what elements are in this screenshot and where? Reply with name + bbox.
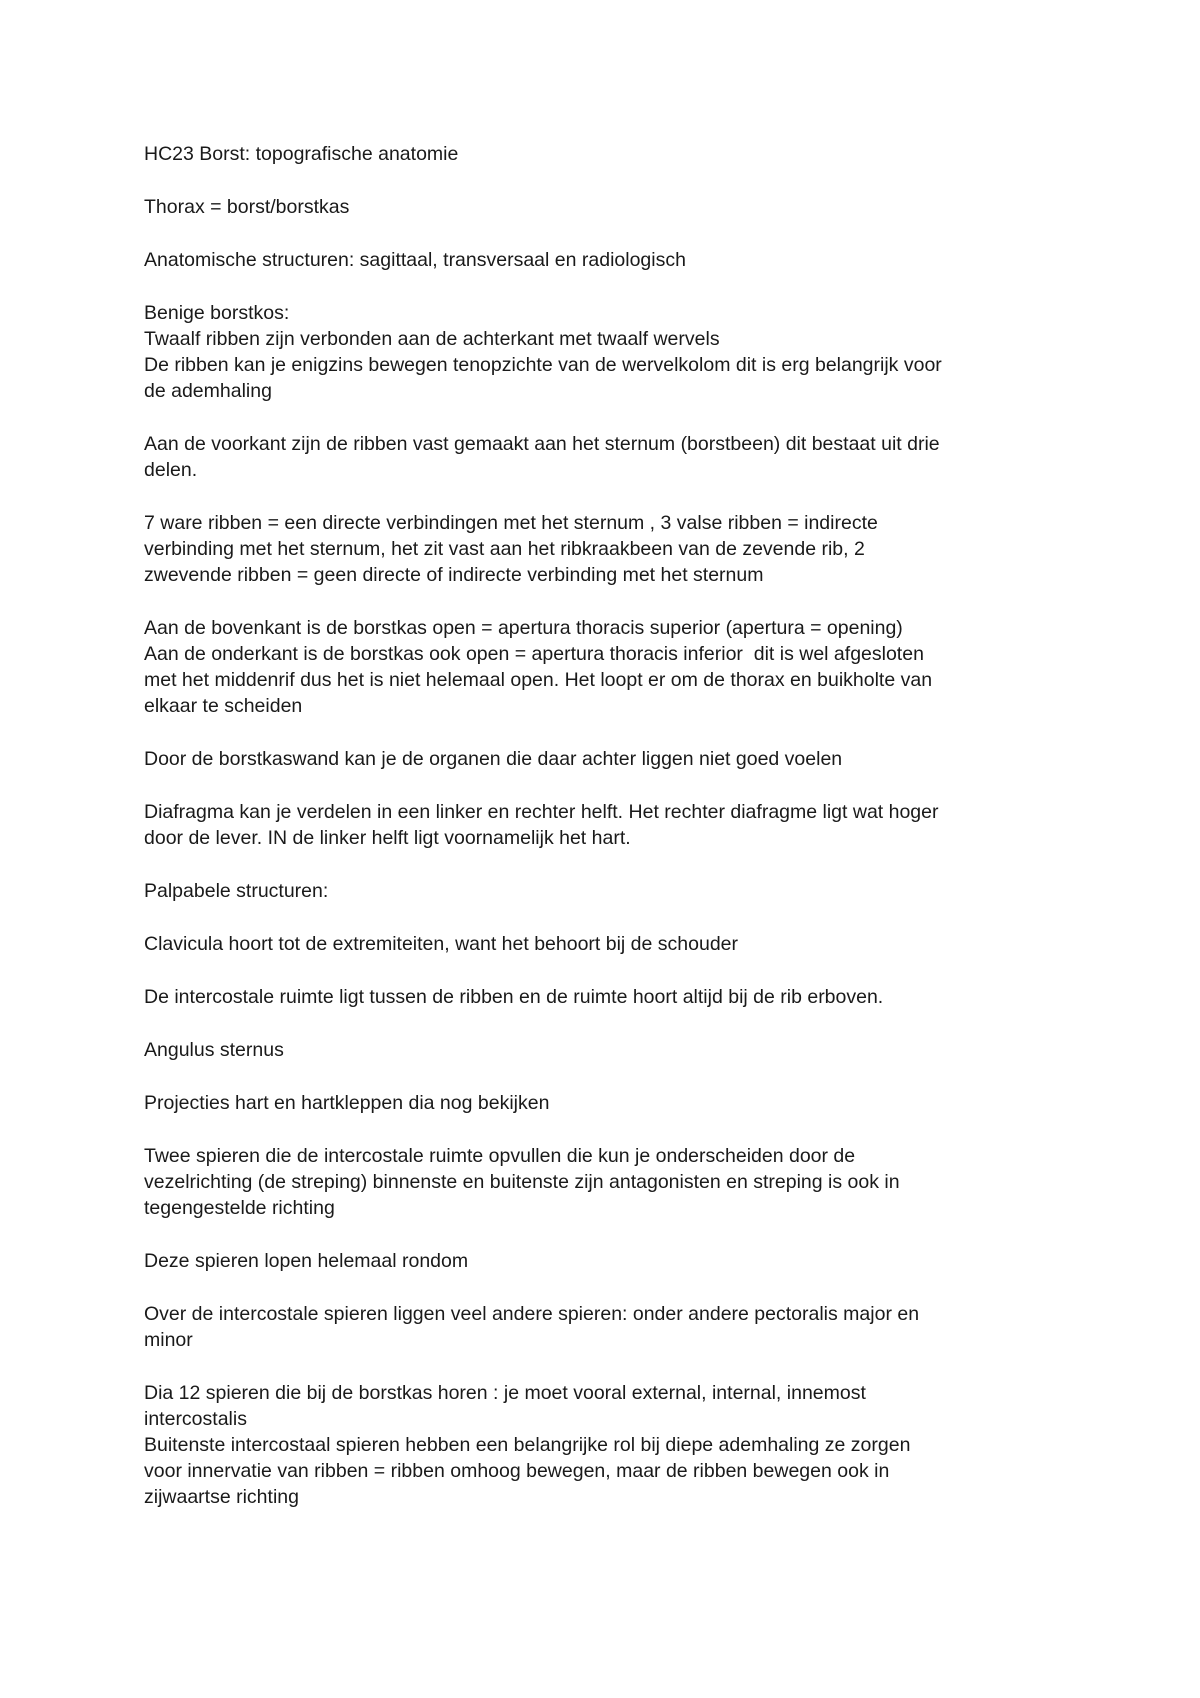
paragraph [144,1301,1064,1353]
paragraph [144,746,1064,772]
text-line: de ademhaling [144,380,272,402]
text-line: Buitenste intercostaal spieren hebben een belangrijke rol bij diepe ademhaling ze zorgen [144,1434,911,1456]
text-line: Aan de bovenkant is de borstkas open = apertura thoracis superior (apertura = opening) [144,617,903,639]
text-line: Door de borstkaswand kan je de organen die daar achter liggen niet goed voelen [144,748,843,770]
text-line: tegengestelde richting [144,1197,335,1219]
text-line: zwevende ribben = geen directe of indirecte verbinding met het sternum [144,564,764,586]
text-line: De intercostale ruimte ligt tussen de ribben en de ruimte hoort altijd bij de rib erboven. [144,986,884,1008]
text-line: verbinding met het sternum, het zit vast aan het ribkraakbeen van de zevende rib, 2 [144,538,865,560]
text-line: Thorax = borst/borstkas [144,196,350,218]
text-line: Clavicula hoort tot de extremiteiten, want het behoort bij de schouder [144,933,739,955]
paragraph [144,1037,1064,1063]
text-line: zijwaartse richting [144,1486,299,1508]
text-line: elkaar te scheiden [144,695,303,717]
text-line: Diafragma kan je verdelen in een linker en rechter helft. Het rechter diafragme ligt wat hoger [144,801,939,823]
text-line: Dia 12 spieren die bij de borstkas horen : je moet vooral external, internal, innemost [144,1382,866,1404]
paragraph [144,194,1064,220]
text-line: Palpabele structuren: [144,880,329,902]
text-line: Deze spieren lopen helemaal rondom [144,1250,469,1272]
text-line: Angulus sternus [144,1039,284,1061]
text-line: Twaalf ribben zijn verbonden aan de achterkant met twaalf wervels [144,328,720,350]
text-line: door de lever. IN de linker helft ligt voornamelijk het hart. [144,827,631,849]
paragraph [144,1143,1064,1221]
text-line: delen. [144,459,198,481]
paragraph [144,300,1064,404]
text-line: met het middenrif dus het is niet helemaal open. Het loopt er om de thorax en buikholte van [144,669,933,691]
text-line: Aan de onderkant is de borstkas ook open = apertura thoracis inferior dit is wel afgesloten [144,643,924,665]
document-title-paragraph [144,141,1064,167]
paragraph [144,615,1064,719]
text-line: Aan de voorkant zijn de ribben vast gemaakt aan het sternum (borstbeen) dit bestaat uit drie [144,433,940,455]
text-line: voor innervatie van ribben = ribben omhoog bewegen, maar de ribben bewegen ook in [144,1460,890,1482]
paragraph [144,984,1064,1010]
document-body [144,141,1064,1537]
text-line: Benige borstkos: [144,302,290,324]
paragraph [144,931,1064,957]
text-line: 7 ware ribben = een directe verbindingen met het sternum , 3 valse ribben = indirecte [144,512,878,534]
text-line: Anatomische structuren: sagittaal, transversaal en radiologisch [144,249,686,271]
text-line: vezelrichting (de streping) binnenste en buitenste zijn antagonisten en streping is ook in [144,1171,900,1193]
text-line: Twee spieren die de intercostale ruimte opvullen die kun je onderscheiden door de [144,1145,856,1167]
paragraph [144,1380,1064,1510]
paragraph [144,1248,1064,1274]
paragraph [144,431,1064,483]
paragraph [144,878,1064,904]
paragraph [144,1090,1064,1116]
paragraph [144,799,1064,851]
text-line: Over de intercostale spieren liggen veel andere spieren: onder andere pectoralis major en [144,1303,920,1325]
paragraph [144,510,1064,588]
document-title: HC23 Borst: topografische anatomie [144,143,459,165]
paragraph [144,247,1064,273]
text-line: minor [144,1329,193,1351]
text-line: intercostalis [144,1408,247,1430]
text-line: Projecties hart en hartkleppen dia nog bekijken [144,1092,550,1114]
text-line: De ribben kan je enigzins bewegen tenopzichte van de wervelkolom dit is erg belangrijk voor [144,354,942,376]
